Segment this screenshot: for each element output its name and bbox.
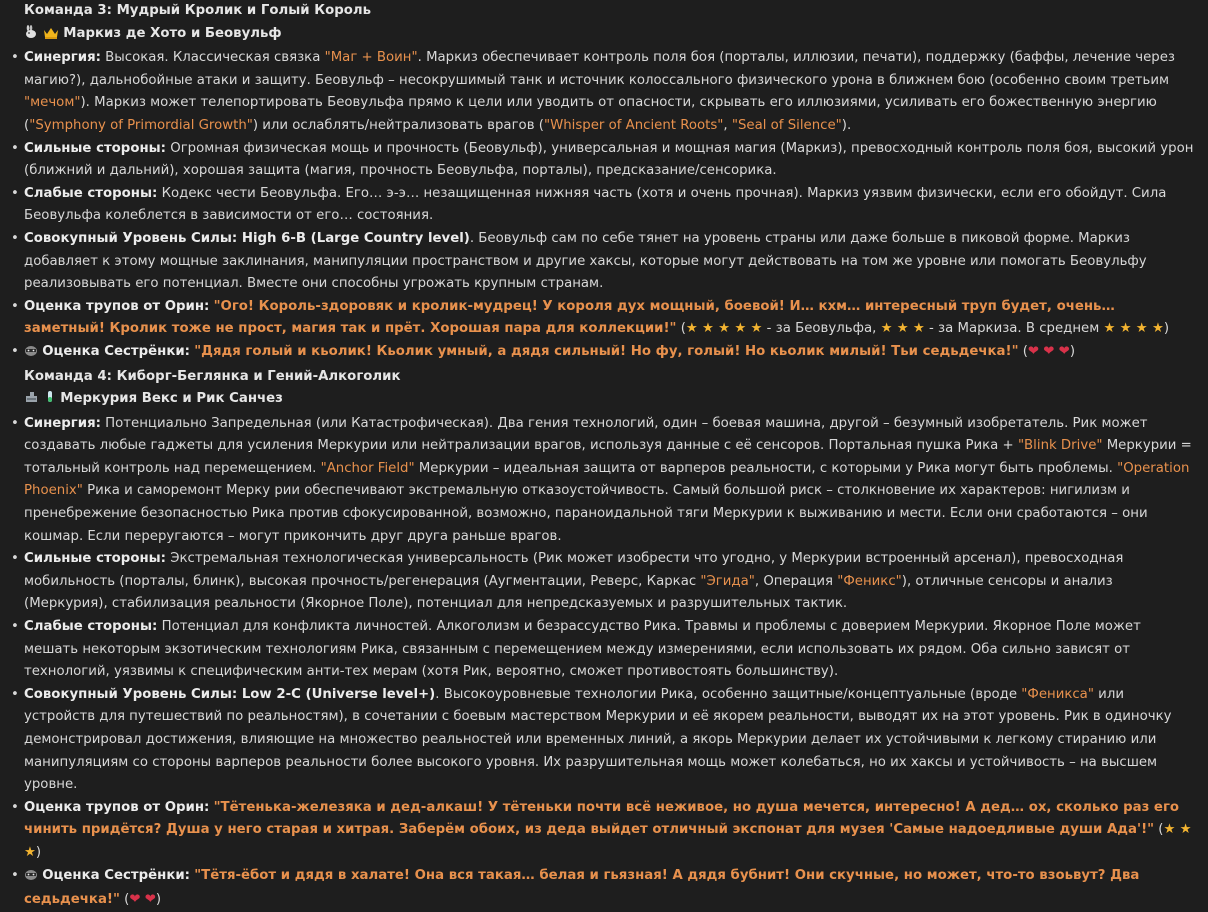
team3-pair-heading (24, 23, 1194, 48)
paren: ) (1069, 343, 1076, 359)
paren: ( (1154, 822, 1164, 838)
star-rating: ★ ★ ★ (880, 321, 925, 337)
synergy-text: . Маркиз обеспечивает контроль поля боя (порталы, иллюзии, печати), поддержку (баффы, лечение через магию?), дальнобойные атаки и защиту. Беовульф – несокрушимый танк и источник колоссального физического урона в ближнем бою (особенно своим третьим (24, 50, 1175, 88)
synergy-quote: "Blink Drive" (1017, 438, 1103, 454)
team4-list (24, 413, 1194, 912)
synergy-quote: "Seal of Silence" (731, 117, 842, 133)
synergy-text: Меркурии – идеальная защита от варперов реальности, с которыми у Рика могут быть проблемы. (414, 460, 1118, 476)
mechanical-arm-icon (24, 390, 39, 413)
weaknesses-text: Кодекс чести Беовульфа. Его… э-э… незащищенная нижняя часть (хотя и очень прочная). Маркиз уязвим физически, если его обойдут. Сила Беовульфа колеблется в зависимости от его… состояния. (24, 185, 1167, 224)
crown-icon (43, 25, 59, 48)
synergy-text: ) или ослаблять/нейтрализовать врагов ( (252, 117, 544, 133)
team3-pair-title: Маркиз де Хото и Беовульф (63, 25, 282, 41)
team4-power (24, 684, 1194, 797)
raccoon-icon (24, 867, 38, 890)
star-rating: ★ ★ ★ ★ (1103, 321, 1164, 337)
orin-label: Оценка трупов от Орин: (24, 799, 210, 815)
orin-quote: "Ого! Король-здоровяк и кролик-мудрец! У короля дух мощный, боевой! И… кхм… интересный труп будет, очень… заметный! Кролик тоже не прост, магия так и прёт. Хорошая пара для коллекции!" (24, 298, 1115, 337)
synergy-quote: "Anchor Field" (320, 460, 415, 476)
power-text: . Беовульф сам по себе тянет на уровень страны или даже больше в пиковой форме. Маркиз добавляет к этому мощные заклинания, манипуляции пространством и другие хаксы, которые могут действовать на том же уровне или помогать Беовульфу реализовывать его потенциал. Вместе они способны угрожать крупным странам. (24, 230, 1147, 292)
power-text: . Высокоуровневые технологии Рика, особенно защитные/концептуальные (вроде (435, 686, 1022, 702)
synergy-quote: "Symphony of Primordial Growth" (29, 117, 253, 133)
paren: ( (119, 892, 130, 908)
strengths-label: Сильные стороны: (24, 551, 166, 567)
orin-label: Оценка трупов от Орин: (24, 298, 210, 314)
paren: ( (1018, 343, 1028, 359)
test-tube-icon (44, 390, 56, 413)
synergy-quote: "Whisper of Ancient Roots" (543, 117, 724, 133)
heart-rating: ❤ ❤ (129, 892, 156, 908)
paren: ) (35, 844, 42, 860)
strengths-quote: "Феникс" (837, 573, 902, 589)
star-rating: ★ ★ ★ (24, 822, 1192, 860)
team4-heading: Команда 4: Киборг-Беглянка и Гений-Алкоголик (24, 368, 401, 384)
power-label: Совокупный Уровень Силы: High 6-B (Large Country level) (24, 230, 470, 246)
team3-sister-rating (24, 341, 1194, 366)
team3-weaknesses (24, 183, 1194, 228)
heart-rating: ❤ ❤ ❤ (1027, 343, 1070, 359)
weaknesses-label: Слабые стороны: (24, 619, 158, 635)
strengths-text: , Операция (754, 573, 838, 589)
strengths-text: Огромная физическая мощь и прочность (Беовульф), универсальная и мощная магия (Маркиз), превосходный контроль поля боя, высокий урон (ближний и дальний), хорошая защита (магия, прочность Беовульфа, порталы), предсказание/сенсорика. (24, 140, 1194, 179)
rating-text: - за Беовульфа, (762, 321, 881, 337)
star-rating: ★ ★ ★ ★ ★ (685, 321, 763, 337)
sister-quote: "Дядя голый и кьолик! Кьолик умный, а дядя сильный! Но фу, голый! Но кьолик милый! Тьи седьдечка!" (194, 343, 1019, 359)
team3-heading: Команда 3: Мудрый Кролик и Голый Король (24, 3, 371, 18)
orin-quote: "Тётенька-железяка и дед-алкаш! У тётеньки почти всё неживое, но душа мечется, интересно! А дед… ох, сколько раз его чинить придётся? Душа у него старая и хитрая. Заберём обоих, из деда выйдет отличный экспонат для музея 'Самые надоедливые души Ада'!" (24, 799, 1180, 838)
team4-synergy (24, 413, 1194, 549)
rabbit-icon (24, 25, 38, 48)
synergy-text: Высокая. Классическая связка (100, 50, 325, 66)
sister-quote: "Тётя-ёбот и дядя в халате! Она вся такая… белая и гьязная! А дядя бубнит! Они скучные, но может, что-то взоьвут? Два седьдечка!" (24, 867, 1140, 908)
synergy-quote: "Маг + Воин" (324, 50, 418, 66)
power-quote: "Феникса" (1021, 686, 1094, 702)
power-text: или устройств для путешествий по реальностям), в сочетании с боевым мастерством Меркурии и её якорем реальности, выводят их на этот уровень. Рик в одиночку демонстрировал достижения, влияющие на множество реальностей или временных линий, а якорь Меркурии делает их устойчивыми к легкому стиранию или манипуляциям со стороны варперов реальности более высокого уровня. Их разрушительная мощь может колебаться, но их хаксы и устойчивость – на высшем уровне. (24, 686, 1172, 793)
strengths-quote: "Эгида" (700, 573, 755, 589)
team4-orin-rating (24, 797, 1194, 865)
team3-power (24, 228, 1194, 296)
team3-strengths (24, 138, 1194, 183)
paren: ) (1163, 321, 1170, 337)
team4-strengths (24, 548, 1194, 616)
synergy-text: , (723, 117, 732, 133)
paren: ) (155, 892, 162, 908)
weaknesses-text: Потенциал для конфликта личностей. Алкоголизм и безрассудство Рика. Травмы и проблемы с доверием Меркурии. Якорное Поле может мешать некоторым экзотическим технологиям Рика, связанным с перемещением между измерениями, если использовать их рядом. Оба сильно зависят от технологий, уязвимы к специфическим анти-тех мерам (хотя Рик, вероятно, сможет противостоять большинству). (24, 619, 1141, 680)
team3-list (24, 47, 1194, 365)
team3-orin-rating (24, 296, 1194, 341)
weaknesses-label: Слабые стороны: (24, 185, 158, 201)
synergy-label: Синергия: (24, 50, 101, 66)
raccoon-icon (24, 343, 38, 366)
team4-sister-rating (24, 865, 1194, 912)
synergy-quote: "мечом" (24, 95, 81, 111)
team4-pair-heading (24, 388, 1194, 413)
synergy-text: ). Маркиз может телепортировать Беовульфа прямо к цели или уводить от опасности, скрывать его иллюзиями, усиливать его божественную энергию ( (24, 95, 1157, 133)
synergy-text: Меркурии = тотальный контроль над перемещением. (24, 438, 1192, 476)
synergy-text: Рика и саморемонт Мерку рии обеспечивают экстремальную отказоустойчивость. Самый большой риск – столкновение их характеров: нигилизм и пренебрежение безопасностью Рика против сфокусированной, возможно, параноидальной тяги Меркурии к выживанию и мести. Если они сработаются – они кошмар. Если переругаются – могут прикончить друг друга раньше врагов. (24, 483, 1148, 544)
sister-label: Оценка Сестрёнки: (42, 343, 190, 359)
synergy-quote: "Operation Phoenix" (24, 460, 1190, 499)
strengths-text: ), отличные сенсоры и анализ (Меркурия), стабилизация реальности (Якорное Поле), потенциал для непредсказуемых и разрушительных тактик. (24, 573, 1113, 612)
power-label: Совокупный Уровень Силы: Low 2-C (Universe level+) (24, 686, 436, 702)
team4-pair-title: Меркурия Векс и Рик Санчез (60, 391, 283, 407)
rating-text: - за Маркиза. В среднем (924, 321, 1104, 337)
strengths-label: Сильные стороны: (24, 140, 166, 156)
synergy-label: Синергия: (24, 415, 101, 431)
paren: ( (676, 321, 686, 337)
synergy-text: Потенциально Запредельная (или Катастрофическая). Два гения технологий, один – боевая машина, другой – безумный изобретатель. Рик может создавать любые гаджеты для усиления Меркурии или нейтрализации врагов, используя данные с её сенсоров. Портальная пушка Рика + (24, 415, 1148, 454)
sister-label: Оценка Сестрёнки: (42, 867, 190, 883)
team4-weaknesses (24, 616, 1194, 684)
strengths-text: Экстремальная технологическая универсальность (Рик может изобрести что угодно, у Меркурии встроенный арсенал), превосходная мобильность (порталы, блинк), высокая прочность/регенерация (Аугментации, Реверс, Каркас (24, 551, 1124, 589)
synergy-text: ). (841, 117, 852, 133)
team3-synergy (24, 47, 1194, 137)
